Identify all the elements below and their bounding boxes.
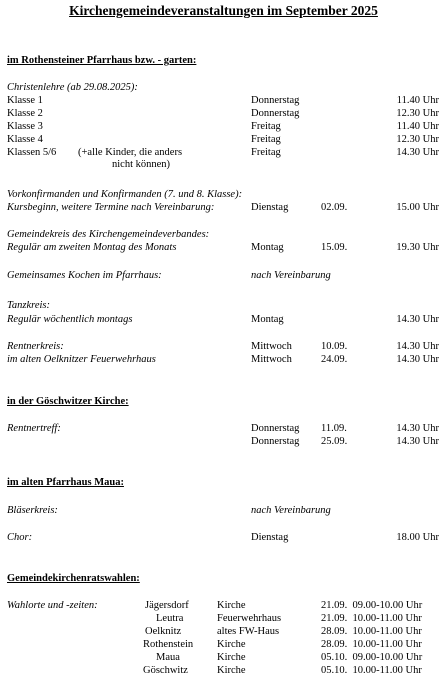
gemeindekreis-heading: Gemeindekreis des Kirchengemeindeverbandes: [7,229,210,240]
rentnerkreis-time: 14.30 Uhr [396,341,439,352]
rentnerkreis-heading: Rentnerkreis: [7,341,64,352]
section-heading-kirche: in der Göschwitzer Kirche: [7,396,129,407]
wahl-place: Kirche [217,665,246,676]
section-heading-wahlen: Gemeindekirchenratswahlen: [7,573,140,584]
section-heading-maua: im alten Pfarrhaus Maua: [7,477,124,488]
konfi-date: 02.09. [321,202,348,213]
wahlorte-label: Wahlorte und -zeiten: [7,600,98,611]
gemeindekreis-label: Regulär am zweiten Montag des Monats [7,242,177,253]
rentnertreff-day: Donnerstag [251,423,300,434]
class-label: Klassen 5/6 [7,147,57,158]
class-note: (+alle Kinder, die anders [78,147,183,158]
rentnerkreis-day: Mittwoch [251,354,292,365]
rentnertreff-day: Donnerstag [251,436,300,447]
rentnertreff-time: 14.30 Uhr [396,423,439,434]
rentnerkreis-time: 14.30 Uhr [396,354,439,365]
class-day: Freitag [251,147,281,158]
wahl-when: 28.09. 10.00-11.00 Uhr [321,639,422,650]
wahl-place: Kirche [217,600,246,611]
wahl-when: 05.10. 10.00-11.00 Uhr [321,665,422,676]
class-time: 11.40 Uhr [396,95,439,106]
gemeindekreis-day: Montag [251,242,284,253]
kochen-heading: Gemeinsames Kochen im Pfarrhaus: [7,270,162,281]
chor-day: Dienstag [251,532,289,543]
class-time: 14.30 Uhr [396,147,439,158]
class-time: 12.30 Uhr [396,134,439,145]
wahl-when: 21.09. 10.00-11.00 Uhr [321,613,422,624]
wahl-ort: Rothenstein [143,639,194,650]
rentnerkreis-date: 24.09. [321,354,348,365]
tanzkreis-heading: Tanzkreis: [7,300,50,311]
wahl-when: 21.09. 09.00-10.00 Uhr [321,600,423,611]
class-day: Donnerstag [251,108,300,119]
class-time: 11.40 Uhr [396,121,439,132]
wahl-place: altes FW-Haus [217,626,280,637]
konfi-time: 15.00 Uhr [396,202,439,213]
class-day: Freitag [251,121,281,132]
wahl-place: Feuerwehrhaus [217,613,282,624]
class-note: nicht können) [112,159,171,170]
kochen-value: nach Vereinbarung [251,270,331,281]
section-heading-pfarrhaus: im Rothensteiner Pfarrhaus bzw. - garten: [7,55,197,66]
chor-label: Chor: [7,532,33,543]
tanzkreis-day: Montag [251,314,284,325]
gemeindekreis-date: 15.09. [321,242,348,253]
chor-time: 18.00 Uhr [396,532,439,543]
wahl-when: 05.10. 09.00-10.00 Uhr [321,652,423,663]
wahl-ort: Oelknitz [145,626,182,637]
class-label: Klasse 2 [7,108,43,119]
page-title: Kirchengemeindeveranstaltungen im September 2025 [69,3,378,18]
tanzkreis-time: 14.30 Uhr [396,314,439,325]
wahl-place: Kirche [217,652,246,663]
wahl-ort: Jägersdorf [145,600,189,611]
class-label: Klasse 1 [7,95,43,106]
wahl-place: Kirche [217,639,246,650]
rentnertreff-time: 14.30 Uhr [396,436,439,447]
class-day: Freitag [251,134,281,145]
rentnertreff-date: 25.09. [321,436,348,447]
wahl-when: 28.09. 10.00-11.00 Uhr [321,626,422,637]
rentnerkreis-day: Mittwoch [251,341,292,352]
konfi-heading: Vorkonfirmanden und Konfirmanden (7. und 8. Klasse): [7,189,243,200]
class-label: Klasse 4 [7,134,43,145]
rentnertreff-label: Rentnertreff: [7,423,61,434]
class-time: 12.30 Uhr [396,108,439,119]
class-label: Klasse 3 [7,121,43,132]
wahl-ort: Leutra [156,613,184,624]
konfi-label: Kursbeginn, weitere Termine nach Vereinbarung: [7,202,215,213]
rentnertreff-date: 11.09. [321,423,347,434]
wahl-ort: Göschwitz [143,665,188,676]
wahl-ort: Maua [156,652,180,663]
rentnerkreis-label: im alten Oelknitzer Feuerwehrhaus [7,354,156,365]
class-day: Donnerstag [251,95,300,106]
blaeserkreis-value: nach Vereinbarung [251,505,331,516]
tanzkreis-label: Regulär wöchentlich montags [7,314,133,325]
konfi-day: Dienstag [251,202,289,213]
blaeserkreis-label: Bläserkreis: [7,505,58,516]
gemeindekreis-time: 19.30 Uhr [396,242,439,253]
rentnerkreis-date: 10.09. [321,341,348,352]
christenlehre-heading: Christenlehre (ab 29.08.2025): [7,82,138,93]
